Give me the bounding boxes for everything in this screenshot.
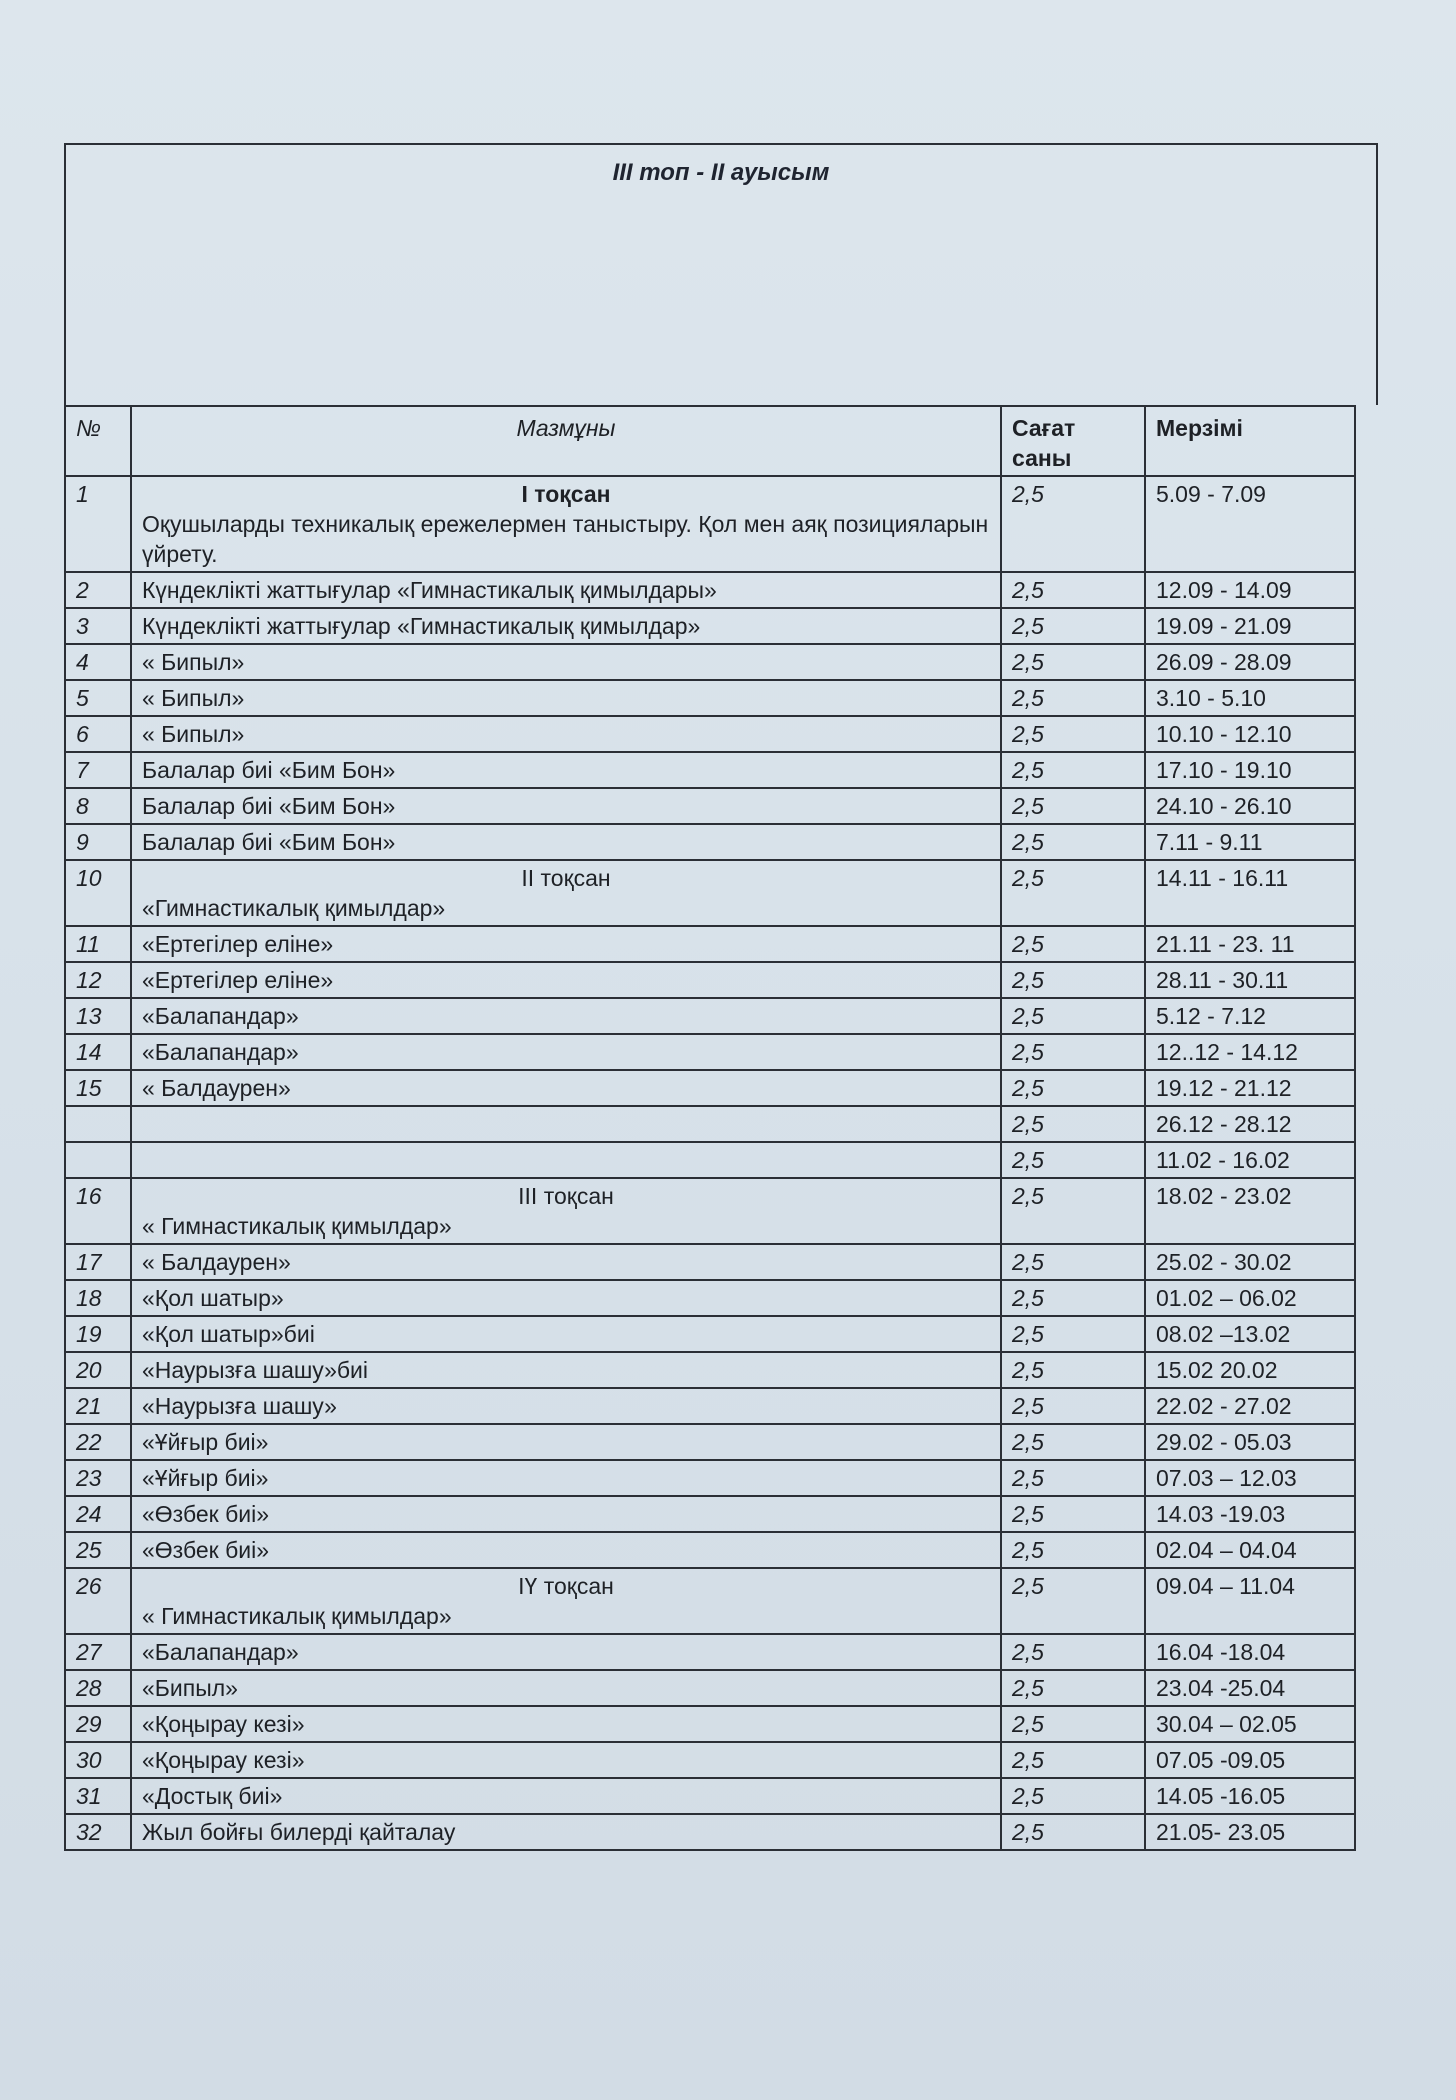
row-term: 02.04 – 04.04 <box>1145 1532 1355 1568</box>
lesson-topic: «Қоңырау кезі» <box>142 1747 305 1773</box>
row-content <box>131 788 1001 824</box>
table-row <box>65 1178 1355 1244</box>
table-row <box>65 962 1355 998</box>
row-content <box>131 1178 1001 1244</box>
row-term: 7.11 - 9.11 <box>1145 824 1355 860</box>
row-number: 17 <box>65 1244 131 1280</box>
lesson-topic: «Қол шатыр» <box>142 1285 284 1311</box>
row-term: 14.05 -16.05 <box>1145 1778 1355 1814</box>
row-term: 21.11 - 23. 11 <box>1145 926 1355 962</box>
row-hours: 2,5 <box>1001 788 1145 824</box>
lesson-topic: «Наурызға шашу» <box>142 1393 337 1419</box>
lesson-topic: «Қоңырау кезі» <box>142 1711 305 1737</box>
row-hours: 2,5 <box>1001 860 1145 926</box>
lesson-topic: «Бипыл» <box>142 1675 238 1701</box>
row-hours: 2,5 <box>1001 1496 1145 1532</box>
row-content <box>131 716 1001 752</box>
row-content <box>131 860 1001 926</box>
lesson-topic: Балалар биі «Бим Бон» <box>142 829 396 855</box>
row-hours: 2,5 <box>1001 1280 1145 1316</box>
row-content <box>131 1316 1001 1352</box>
row-number: 14 <box>65 1034 131 1070</box>
table-row <box>65 1424 1355 1460</box>
row-hours: 2,5 <box>1001 1034 1145 1070</box>
row-hours: 2,5 <box>1001 1460 1145 1496</box>
row-term: 30.04 – 02.05 <box>1145 1706 1355 1742</box>
row-content <box>131 1424 1001 1460</box>
row-content <box>131 926 1001 962</box>
row-hours: 2,5 <box>1001 1532 1145 1568</box>
row-term: 18.02 - 23.02 <box>1145 1178 1355 1244</box>
table-row <box>65 1106 1355 1142</box>
row-number: 30 <box>65 1742 131 1778</box>
row-number: 28 <box>65 1670 131 1706</box>
table-row <box>65 1706 1355 1742</box>
lesson-topic: « Балдаурен» <box>142 1249 291 1275</box>
table-row <box>65 788 1355 824</box>
row-term: 28.11 - 30.11 <box>1145 962 1355 998</box>
row-term: 22.02 - 27.02 <box>1145 1388 1355 1424</box>
table-row <box>65 1742 1355 1778</box>
table-row <box>65 752 1355 788</box>
row-number: 5 <box>65 680 131 716</box>
row-term: 07.05 -09.05 <box>1145 1742 1355 1778</box>
row-term: 01.02 – 06.02 <box>1145 1280 1355 1316</box>
row-number: 25 <box>65 1532 131 1568</box>
table-row <box>65 1316 1355 1352</box>
lesson-topic: «Достық биі» <box>142 1783 283 1809</box>
lesson-topic: « Бипыл» <box>142 649 245 675</box>
header-num: № <box>65 406 131 476</box>
table-row <box>65 1634 1355 1670</box>
row-hours: 2,5 <box>1001 1670 1145 1706</box>
row-number: 16 <box>65 1178 131 1244</box>
lesson-topic: « Гимнастикалық қимылдар» <box>142 1603 452 1629</box>
row-content <box>131 1778 1001 1814</box>
row-hours: 2,5 <box>1001 1244 1145 1280</box>
lesson-topic: Балалар биі «Бим Бон» <box>142 757 396 783</box>
row-number: 27 <box>65 1634 131 1670</box>
row-content <box>131 608 1001 644</box>
row-term: 19.12 - 21.12 <box>1145 1070 1355 1106</box>
row-hours: 2,5 <box>1001 1316 1145 1352</box>
row-number: 9 <box>65 824 131 860</box>
row-content <box>131 1244 1001 1280</box>
row-term: 25.02 - 30.02 <box>1145 1244 1355 1280</box>
row-hours: 2,5 <box>1001 1634 1145 1670</box>
header-term: Мерзімі <box>1145 406 1355 476</box>
row-term: 12.09 - 14.09 <box>1145 572 1355 608</box>
row-hours: 2,5 <box>1001 1142 1145 1178</box>
row-content <box>131 1568 1001 1634</box>
row-number: 8 <box>65 788 131 824</box>
row-term: 24.10 - 26.10 <box>1145 788 1355 824</box>
row-hours: 2,5 <box>1001 998 1145 1034</box>
row-content <box>131 1706 1001 1742</box>
row-hours: 2,5 <box>1001 824 1145 860</box>
row-content <box>131 1634 1001 1670</box>
row-content <box>131 1496 1001 1532</box>
row-term: 11.02 - 16.02 <box>1145 1142 1355 1178</box>
quarter-heading: ІҮ тоқсан <box>518 1573 614 1599</box>
lesson-topic: Күндеклікті жаттығулар «Гимнастикалық қимылдар» <box>142 613 701 639</box>
table-header-row <box>65 406 1355 476</box>
row-number: 6 <box>65 716 131 752</box>
row-hours: 2,5 <box>1001 1706 1145 1742</box>
row-term: 3.10 - 5.10 <box>1145 680 1355 716</box>
row-term: 07.03 – 12.03 <box>1145 1460 1355 1496</box>
table-row <box>65 644 1355 680</box>
schedule-table <box>64 405 1356 1851</box>
lesson-topic: «Балапандар» <box>142 1003 299 1029</box>
row-content <box>131 476 1001 572</box>
row-hours: 2,5 <box>1001 608 1145 644</box>
table-row <box>65 926 1355 962</box>
row-term: 17.10 - 19.10 <box>1145 752 1355 788</box>
lesson-topic: Оқушыларды техникалық ережелермен таныстыру. Қол мен аяқ позицияларын үйрету. <box>142 511 989 567</box>
row-hours: 2,5 <box>1001 680 1145 716</box>
table-row <box>65 998 1355 1034</box>
row-term: 10.10 - 12.10 <box>1145 716 1355 752</box>
table-row <box>65 1142 1355 1178</box>
table-row <box>65 716 1355 752</box>
row-term: 14.11 - 16.11 <box>1145 860 1355 926</box>
table-row <box>65 1814 1355 1850</box>
table-row <box>65 1352 1355 1388</box>
header-box <box>64 143 1378 405</box>
row-hours: 2,5 <box>1001 962 1145 998</box>
table-row <box>65 1532 1355 1568</box>
table-row <box>65 1778 1355 1814</box>
row-content <box>131 1070 1001 1106</box>
row-content <box>131 1352 1001 1388</box>
row-number: 7 <box>65 752 131 788</box>
row-term: 09.04 – 11.04 <box>1145 1568 1355 1634</box>
row-hours: 2,5 <box>1001 1070 1145 1106</box>
row-hours: 2,5 <box>1001 1106 1145 1142</box>
table-row <box>65 1388 1355 1424</box>
lesson-topic: «Наурызға шашу»биі <box>142 1357 368 1383</box>
row-number: 21 <box>65 1388 131 1424</box>
quarter-heading: ІІ тоқсан <box>521 865 611 891</box>
header-hours: Сағат саны <box>1001 406 1145 476</box>
row-number: 31 <box>65 1778 131 1814</box>
row-term: 23.04 -25.04 <box>1145 1670 1355 1706</box>
row-term: 14.03 -19.03 <box>1145 1496 1355 1532</box>
table-row <box>65 572 1355 608</box>
page-title: III топ - II ауысым <box>612 159 830 186</box>
table-row <box>65 1070 1355 1106</box>
row-hours: 2,5 <box>1001 1814 1145 1850</box>
row-content <box>131 752 1001 788</box>
row-content <box>131 644 1001 680</box>
row-hours: 2,5 <box>1001 476 1145 572</box>
lesson-topic: «Өзбек биі» <box>142 1537 270 1563</box>
row-term: 5.09 - 7.09 <box>1145 476 1355 572</box>
row-number: 19 <box>65 1316 131 1352</box>
row-term: 26.12 - 28.12 <box>1145 1106 1355 1142</box>
row-number: 3 <box>65 608 131 644</box>
table-row <box>65 1670 1355 1706</box>
quarter-heading: ІІІ тоқсан <box>518 1183 614 1209</box>
row-term: 15.02 20.02 <box>1145 1352 1355 1388</box>
table-row <box>65 1280 1355 1316</box>
row-number: 2 <box>65 572 131 608</box>
row-term: 08.02 –13.02 <box>1145 1316 1355 1352</box>
row-hours: 2,5 <box>1001 752 1145 788</box>
row-hours: 2,5 <box>1001 1568 1145 1634</box>
lesson-topic: « Балдаурен» <box>142 1075 291 1101</box>
lesson-topic: Жыл бойғы билерді қайталау <box>142 1819 456 1845</box>
row-number: 13 <box>65 998 131 1034</box>
lesson-topic: « Бипыл» <box>142 721 245 747</box>
row-content <box>131 824 1001 860</box>
lesson-topic: «Ертегілер еліне» <box>142 931 334 957</box>
row-hours: 2,5 <box>1001 926 1145 962</box>
row-hours: 2,5 <box>1001 1388 1145 1424</box>
lesson-topic: «Ұйғыр биі» <box>142 1429 269 1455</box>
row-number: 18 <box>65 1280 131 1316</box>
row-content <box>131 1388 1001 1424</box>
row-number: 10 <box>65 860 131 926</box>
row-number: 23 <box>65 1460 131 1496</box>
lesson-topic: Балалар биі «Бим Бон» <box>142 793 396 819</box>
row-content <box>131 1106 1001 1142</box>
table-row <box>65 1568 1355 1634</box>
row-content <box>131 1034 1001 1070</box>
row-content <box>131 1460 1001 1496</box>
row-content <box>131 962 1001 998</box>
lesson-topic: «Ертегілер еліне» <box>142 967 334 993</box>
row-number: 20 <box>65 1352 131 1388</box>
table-row <box>65 1244 1355 1280</box>
row-hours: 2,5 <box>1001 1424 1145 1460</box>
table-row <box>65 476 1355 572</box>
row-number: 26 <box>65 1568 131 1634</box>
table-row <box>65 1034 1355 1070</box>
table-body <box>65 476 1355 1850</box>
table-row <box>65 1460 1355 1496</box>
table-row <box>65 860 1355 926</box>
row-content <box>131 1532 1001 1568</box>
row-content <box>131 1670 1001 1706</box>
lesson-topic: «Гимнастикалық қимылдар» <box>142 895 446 921</box>
row-term: 16.04 -18.04 <box>1145 1634 1355 1670</box>
row-number: 1 <box>65 476 131 572</box>
row-number: 12 <box>65 962 131 998</box>
row-hours: 2,5 <box>1001 572 1145 608</box>
row-number: 32 <box>65 1814 131 1850</box>
row-content <box>131 1280 1001 1316</box>
row-term: 19.09 - 21.09 <box>1145 608 1355 644</box>
row-number: 29 <box>65 1706 131 1742</box>
lesson-topic: «Балапандар» <box>142 1039 299 1065</box>
row-hours: 2,5 <box>1001 1352 1145 1388</box>
row-hours: 2,5 <box>1001 1178 1145 1244</box>
table-row <box>65 1496 1355 1532</box>
table-row <box>65 608 1355 644</box>
lesson-topic: «Ұйғыр биі» <box>142 1465 269 1491</box>
row-term: 12..12 - 14.12 <box>1145 1034 1355 1070</box>
row-hours: 2,5 <box>1001 1778 1145 1814</box>
row-number <box>65 1142 131 1178</box>
row-content <box>131 680 1001 716</box>
lesson-topic: Күндеклікті жаттығулар «Гимнастикалық қимылдары» <box>142 577 717 603</box>
lesson-topic: «Өзбек биі» <box>142 1501 270 1527</box>
row-number: 11 <box>65 926 131 962</box>
lesson-topic: « Бипыл» <box>142 685 245 711</box>
row-content <box>131 1814 1001 1850</box>
row-number: 4 <box>65 644 131 680</box>
row-number: 22 <box>65 1424 131 1460</box>
row-content <box>131 1142 1001 1178</box>
quarter-heading: І тоқсан <box>521 481 611 507</box>
row-number <box>65 1106 131 1142</box>
row-hours: 2,5 <box>1001 1742 1145 1778</box>
header-content: Мазмұны <box>131 406 1001 476</box>
row-content <box>131 998 1001 1034</box>
row-content <box>131 1742 1001 1778</box>
lesson-topic: «Балапандар» <box>142 1639 299 1665</box>
lesson-topic: «Қол шатыр»биі <box>142 1321 315 1347</box>
row-term: 5.12 - 7.12 <box>1145 998 1355 1034</box>
row-number: 15 <box>65 1070 131 1106</box>
row-number: 24 <box>65 1496 131 1532</box>
row-hours: 2,5 <box>1001 716 1145 752</box>
table-row <box>65 824 1355 860</box>
row-hours: 2,5 <box>1001 644 1145 680</box>
table-row <box>65 680 1355 716</box>
row-content <box>131 572 1001 608</box>
row-term: 21.05- 23.05 <box>1145 1814 1355 1850</box>
row-term: 26.09 - 28.09 <box>1145 644 1355 680</box>
row-term: 29.02 - 05.03 <box>1145 1424 1355 1460</box>
lesson-topic: « Гимнастикалық қимылдар» <box>142 1213 452 1239</box>
